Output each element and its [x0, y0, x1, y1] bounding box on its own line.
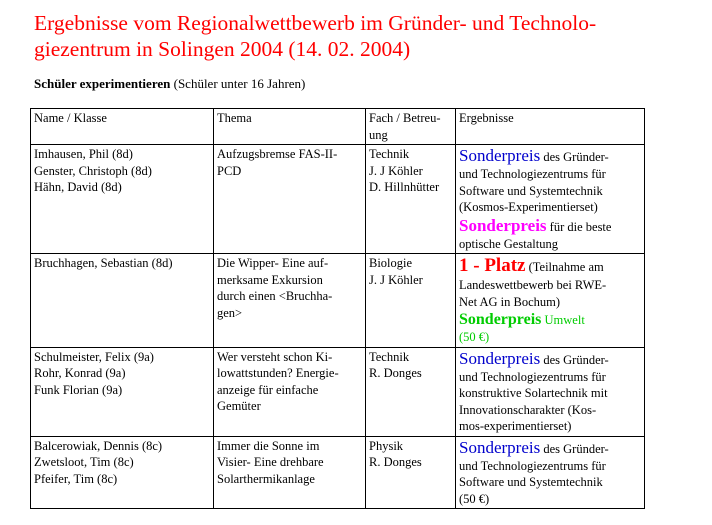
fach-text: R. Donges — [369, 455, 422, 469]
thema-text: merksame Exkursion — [217, 272, 323, 287]
result-text: Umwelt — [541, 313, 585, 327]
fach-text: R. Donges — [369, 366, 422, 380]
thema-cell — [214, 254, 366, 348]
result-text: des Gründer- — [540, 441, 609, 456]
thema-cell — [214, 347, 366, 436]
prize-label: Sonderpreis — [459, 146, 541, 165]
header-text: Thema — [217, 111, 252, 125]
page-title — [34, 10, 704, 62]
result-line — [459, 438, 641, 458]
fach-cell — [366, 436, 456, 509]
title-line: giezentrum in Solingen 2004 (14. 02. 2004) — [34, 37, 411, 61]
thema-text: durch einen <Bruchha- — [217, 289, 333, 303]
result-line: Net AG in Bochum) — [459, 294, 561, 309]
student-name: Imhausen, Phil (8d) — [34, 147, 133, 161]
results-cell — [456, 254, 645, 348]
student-name: Funk Florian (9a) — [34, 382, 123, 397]
result-text: des Gründer- — [540, 150, 609, 164]
fach-text: J. J Köhler — [369, 163, 423, 178]
thema-text: anzeige für einfache — [217, 382, 319, 397]
table-row — [31, 436, 645, 509]
section-subtitle — [34, 76, 305, 92]
result-line: (50 €) — [459, 491, 490, 506]
fach-text: Physik — [369, 438, 404, 453]
thema-cell — [214, 145, 366, 254]
result-line: Software und Systemtechnik — [459, 183, 603, 198]
thema-text: gen> — [217, 305, 243, 320]
prize-label: Sonderpreis — [459, 437, 541, 457]
result-text: (Teilnahme am — [525, 260, 604, 274]
result-line: Software und Systemtechnik — [459, 475, 603, 489]
result-line: und Technologiezentrums für — [459, 167, 606, 181]
thema-text: Wer versteht schon Ki- — [217, 349, 333, 364]
fach-text: J. J Köhler — [369, 272, 423, 287]
result-text: für die beste — [546, 219, 612, 234]
header-text: Fach / Betreu- — [369, 111, 441, 125]
title-line: Ergebnisse vom Regionalwettbewerb im Gründer- und Technolo- — [34, 11, 597, 35]
results-cell — [456, 347, 645, 436]
results-table — [30, 108, 645, 509]
header-name — [31, 109, 214, 145]
thema-text: Die Wipper- Eine auf- — [217, 256, 329, 270]
subtitle-normal: (Schüler unter 16 Jahren) — [170, 76, 306, 91]
prize-label: Sonderpreis — [459, 311, 542, 328]
results-cell — [456, 145, 645, 254]
header-text: ung — [369, 127, 388, 142]
thema-cell — [214, 436, 366, 509]
result-line: konstruktive Solartechnik mit — [459, 386, 608, 400]
fach-cell — [366, 145, 456, 254]
student-name: Hähn, David (8d) — [34, 180, 122, 194]
header-fach — [366, 109, 456, 145]
fach-text: D. Hillnhütter — [369, 180, 440, 194]
fach-cell — [366, 347, 456, 436]
subtitle-bold: Schüler experimentieren — [34, 76, 171, 91]
result-line — [459, 255, 641, 277]
names-cell — [31, 254, 214, 348]
results-cell — [456, 436, 645, 509]
fach-text: Biologie — [369, 256, 413, 270]
result-line: und Technologiezentrums für — [459, 369, 606, 384]
prize-label: Sonderpreis — [459, 348, 541, 368]
result-line — [459, 146, 641, 166]
result-text: des Gründer- — [540, 352, 609, 367]
result-line: und Technologiezentrums für — [459, 458, 606, 473]
header-row — [31, 109, 645, 145]
result-line — [459, 216, 641, 236]
thema-text: Visier- Eine drehbare — [217, 455, 324, 469]
result-line: (50 €) — [459, 330, 490, 344]
result-line: Innovationscharakter (Kos- — [459, 402, 597, 417]
result-line — [459, 310, 641, 329]
student-name: Pfeifer, Tim (8c) — [34, 471, 118, 486]
header-thema — [214, 109, 366, 145]
table-row — [31, 254, 645, 348]
fach-text: Technik — [369, 349, 410, 364]
names-cell — [31, 436, 214, 509]
thema-text: PCD — [217, 163, 242, 178]
table-row — [31, 347, 645, 436]
fach-cell — [366, 254, 456, 348]
thema-text: Immer die Sonne im — [217, 438, 320, 453]
result-line — [459, 349, 641, 369]
thema-text: Gemüter — [217, 399, 261, 413]
fach-text: Technik — [369, 147, 410, 161]
header-text: Name / Klasse — [34, 111, 107, 125]
student-name: Bruchhagen, Sebastian (8d) — [34, 256, 173, 270]
header-ergebnisse — [456, 109, 645, 145]
student-name: Schulmeister, Felix (9a) — [34, 349, 154, 364]
thema-text: Solarthermikanlage — [217, 471, 315, 486]
result-line: Landeswettbewerb bei RWE- — [459, 278, 607, 292]
result-line: optische Gestaltung — [459, 236, 558, 251]
result-line: (Kosmos-Experimentierset) — [459, 200, 598, 214]
student-name: Genster, Christoph (8d) — [34, 163, 152, 178]
result-line: mos-experimentierset) — [459, 419, 572, 433]
header-text: Ergebnisse — [459, 111, 514, 125]
prize-label: Sonderpreis — [459, 215, 547, 235]
student-name: Balcerowiak, Dennis (8c) — [34, 438, 163, 453]
thema-text: lowattstunden? Energie- — [217, 366, 339, 380]
names-cell — [31, 145, 214, 254]
student-name: Rohr, Konrad (9a) — [34, 366, 126, 380]
student-name: Zwetsloot, Tim (8c) — [34, 455, 134, 469]
table-row — [31, 145, 645, 254]
names-cell — [31, 347, 214, 436]
prize-label: 1 - Platz — [459, 255, 526, 276]
thema-text: Aufzugsbremse FAS-II- — [217, 147, 338, 161]
